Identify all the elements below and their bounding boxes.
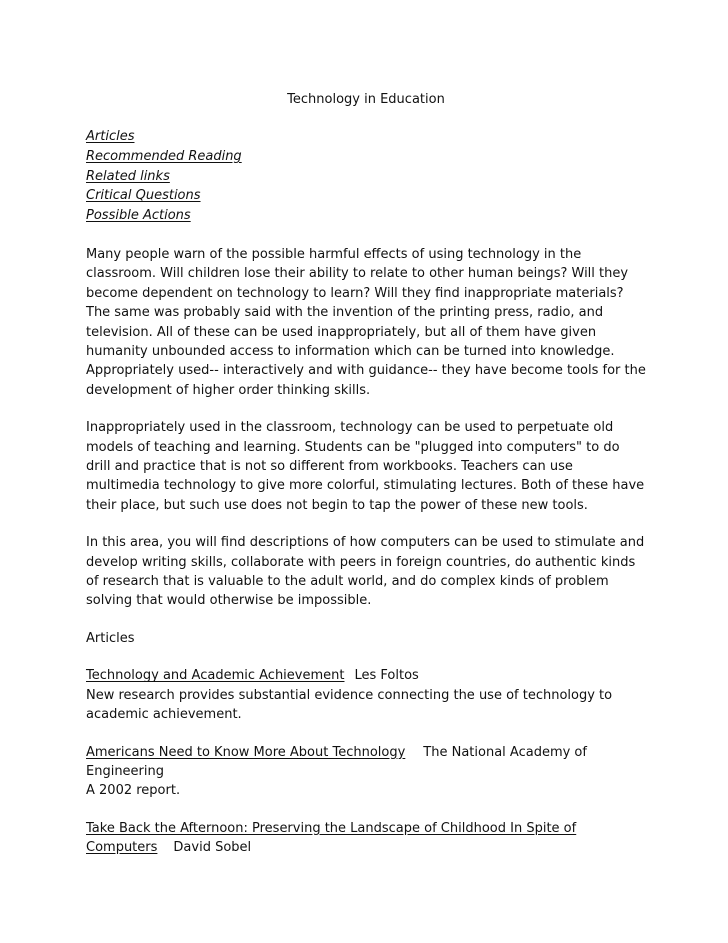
nav-item-articles xyxy=(86,127,646,147)
nav-item-recommended-reading xyxy=(86,147,646,167)
intro-paragraph: Many people warn of the possible harmful effects of using technology in the classroom. Will children lose their ability to relate to other human beings? Will they become dependent on technology to learn? Will they find inappropriate materials? The same was probably said with the invention of the printing press, radio, and television. All of these can be used inappropriately, but all of them have given humanity unbounded access to information which can be turned into knowledge. Appropriately used-- interactively and with guidance-- they have become tools for the development of higher order thinking skills. xyxy=(86,246,646,398)
nav-item-possible-actions xyxy=(86,206,646,226)
article-link[interactable]: Americans Need to Know More About Technology xyxy=(86,744,406,760)
nav-item-related-links xyxy=(86,167,646,187)
article-author: Les Foltos xyxy=(354,668,419,684)
article-link[interactable]: Technology and Academic Achievement xyxy=(86,668,345,684)
article-entry xyxy=(86,819,646,858)
nav-link-articles[interactable]: Articles xyxy=(86,129,135,144)
article-author: The National Academy of Engineering xyxy=(86,744,587,779)
nav-link-critical-questions[interactable]: Critical Questions xyxy=(86,188,201,204)
article-description: A 2002 report. xyxy=(86,783,181,799)
articles-heading: Articles xyxy=(86,630,135,646)
page-title: Technology in Education xyxy=(287,92,445,107)
section-nav xyxy=(86,127,646,226)
nav-link-possible-actions[interactable]: Possible Actions xyxy=(86,208,191,224)
body-paragraph: Inappropriately used in the classroom, technology can be used to perpetuate old models of teaching and learning. Students can be "plugged into computers" to do drill and practice that is not so different from workbooks. Teachers can use multimedia technology to give more colorful, stimulating lectures. Both of these have their place, but such use does not begin to tap the power of these new tools. xyxy=(86,420,645,513)
article-entry xyxy=(86,666,646,724)
body-paragraph: In this area, you will find descriptions of how computers can be used to stimulate and develop writing skills, collaborate with peers in foreign countries, do authentic kinds of research that is valuable to the adult world, and do complex kinds of problem solving that would otherwise be impossible. xyxy=(86,535,645,609)
article-link[interactable]: Take Back the Afternoon: Preserving the Landscape of Childhood In Spite of Computers xyxy=(86,820,577,856)
article-description: New research provides substantial evidence connecting the use of technology to academic achievement. xyxy=(86,687,613,723)
article-entry xyxy=(86,743,646,801)
nav-link-related-links[interactable]: Related links xyxy=(86,168,170,184)
article-author: David Sobel xyxy=(173,840,252,856)
document-page xyxy=(86,90,646,876)
nav-link-recommended-reading[interactable]: Recommended Reading xyxy=(86,148,242,164)
nav-item-critical-questions xyxy=(86,186,646,206)
